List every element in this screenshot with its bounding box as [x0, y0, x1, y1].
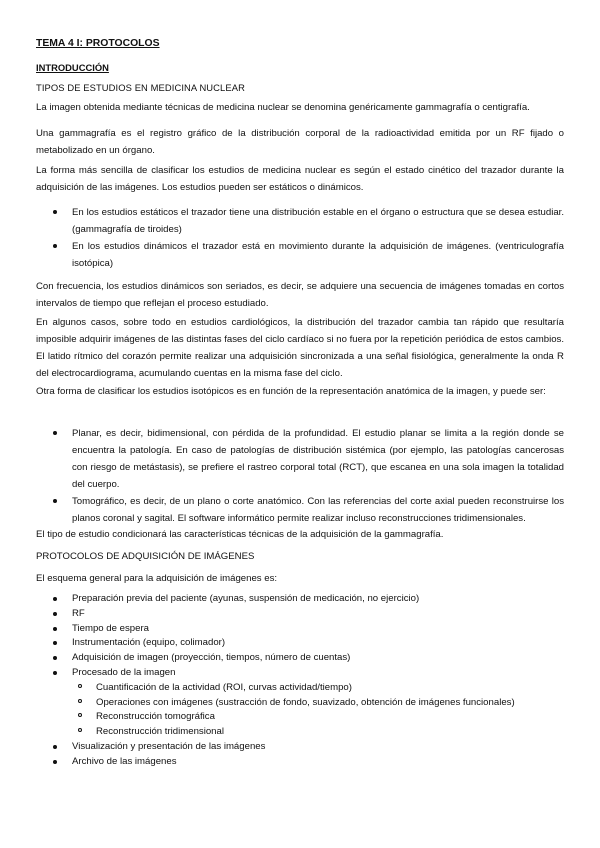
bullet-icon: [53, 656, 57, 660]
sub-list-item-text: Cuantificación de la actividad (ROI, curvas actividad/tiempo): [96, 681, 352, 693]
list-item-text: RF: [72, 607, 85, 619]
sub-list-item-text: Operaciones con imágenes (sustracción de fondo, suavizado, obtención de imágenes funcionales): [96, 696, 515, 708]
list-item: [36, 651, 564, 666]
list-item-text: Archivo de las imágenes: [72, 755, 177, 767]
list-item-text: En los estudios dinámicos el trazador está en movimiento durante la adquisición de imágenes. (ventriculografía isotópica): [72, 241, 564, 269]
sub-list-procesado: [72, 681, 564, 740]
list-item-text: Visualización y presentación de las imágenes: [72, 740, 266, 752]
bullet-list-representacion: [36, 425, 564, 527]
sub-list-item: [72, 681, 564, 696]
list-item-text: Planar, es decir, bidimensional, con pérdida de la profundidad. El estudio planar se limita a la región donde se encuentra la patología. En caso de patologías de distribución sistémica (por ejemplo, las patologías cancerosas con riesgo de metástasis), se prefiere el rastreo corporal total (RCT), que escanea en una sola imagen la totalidad del cuerpo.: [72, 428, 564, 490]
sub-list-item: [72, 696, 564, 711]
bullet-icon: [53, 210, 57, 214]
list-item-text: Tomográfico, es decir, de un plano o corte anatómico. Con las referencias del corte axial pueden reconstruirse los planos coronal y sagital. El software informático permite realizar incluso reconstrucciones tridimensionales.: [72, 496, 564, 524]
section-heading-protocolos: PROTOCOLOS DE ADQUISICIÓN DE IMÁGENES: [36, 551, 255, 562]
list-item: [36, 622, 564, 637]
paragraph-esquema: El esquema general para la adquisición de imágenes es:: [36, 573, 278, 584]
list-item-text: Tiempo de espera: [72, 622, 149, 634]
list-item-text: En los estudios estáticos el trazador tiene una distribución estable en el órgano o estructura que se desea estudiar. (gammagrafía de tiroides): [72, 207, 564, 235]
bullet-icon: [53, 760, 57, 764]
list-item: [36, 204, 564, 238]
list-item: [36, 740, 564, 755]
bullet-list-estudios: [36, 204, 564, 272]
bullet-icon: [53, 612, 57, 616]
bullet-icon: [53, 627, 57, 631]
paragraph-clasificacion: La forma más sencilla de clasificar los estudios de medicina nuclear es según el estado cinético del trazador durante la adquisición de las imágenes. Los estudios pueden ser estáticos o dinámicos.: [36, 165, 564, 193]
paragraph-representacion: Otra forma de clasificar los estudios isotópicos es en función de la representación anatómica de la imagen, y puede ser:: [36, 386, 546, 397]
sub-list-item: [72, 725, 564, 740]
intro-heading: INTRODUCCIÓN: [36, 62, 109, 73]
circle-bullet-icon: [78, 684, 82, 688]
list-item: [36, 607, 564, 622]
paragraph-definition: La imagen obtenida mediante técnicas de medicina nuclear se denomina genéricamente gammagrafía o centigrafía.: [36, 102, 530, 113]
list-item: [36, 493, 564, 527]
sub-list-item-text: Reconstrucción tridimensional: [96, 726, 224, 738]
list-item: [36, 592, 564, 607]
bullet-icon: [53, 671, 57, 675]
circle-bullet-icon: [78, 728, 82, 732]
circle-bullet-icon: [78, 713, 82, 717]
list-item-text: Instrumentación (equipo, colimador): [72, 637, 226, 649]
list-item: [36, 238, 564, 272]
bullet-icon: [53, 499, 57, 503]
list-item: [36, 425, 564, 493]
paragraph-condiciona: El tipo de estudio condicionará las características técnicas de la adquisición de la gammagrafía.: [36, 529, 444, 540]
bullet-icon: [53, 745, 57, 749]
paragraph-gammagrafia: Una gammagrafía es el registro gráfico de la distribución corporal de la radioactividad emitida por un RF fijado o metabolizado en un órgano.: [36, 128, 564, 156]
bullet-icon: [53, 431, 57, 435]
bullet-icon: [53, 641, 57, 645]
paragraph-seriados: Con frecuencia, los estudios dinámicos son seriados, es decir, se adquiere una secuencia de imágenes tomadas en cortos intervalos de tiempo que reflejan el proceso estudiado.: [36, 281, 564, 309]
sub-list-item: [72, 710, 564, 725]
list-item-text: Adquisición de imagen (proyección, tiempos, número de cuentas): [72, 652, 351, 664]
list-item: [36, 666, 564, 740]
bullet-list-esquema: [36, 592, 564, 770]
list-item-text: Procesado de la imagen: [72, 666, 176, 678]
bullet-icon: [53, 244, 57, 248]
list-item: [36, 636, 564, 651]
circle-bullet-icon: [78, 699, 82, 703]
page-title: TEMA 4 I: PROTOCOLOS: [36, 38, 160, 49]
paragraph-cardiologicos: En algunos casos, sobre todo en estudios cardiológicos, la distribución del trazador cambia tan rápido que resultaría imposible adquirir imágenes de las distintas fases del ciclo cardíaco si no fuera por la repetición periódica de estos cambios. El latido rítmico del corazón permite realizar una adquisición sincronizada a una señal fisiológica, generalmente la onda R del electrocardiograma, acumulando cuentas en la misma fase del ciclo.: [36, 317, 564, 379]
list-item-text: Preparación previa del paciente (ayunas, suspensión de medicación, no ejercicio): [72, 593, 420, 604]
section-heading-tipos: TIPOS DE ESTUDIOS EN MEDICINA NUCLEAR: [36, 82, 245, 93]
bullet-icon: [53, 597, 57, 601]
sub-list-item-text: Reconstrucción tomográfica: [96, 711, 215, 723]
list-item: [36, 755, 564, 770]
